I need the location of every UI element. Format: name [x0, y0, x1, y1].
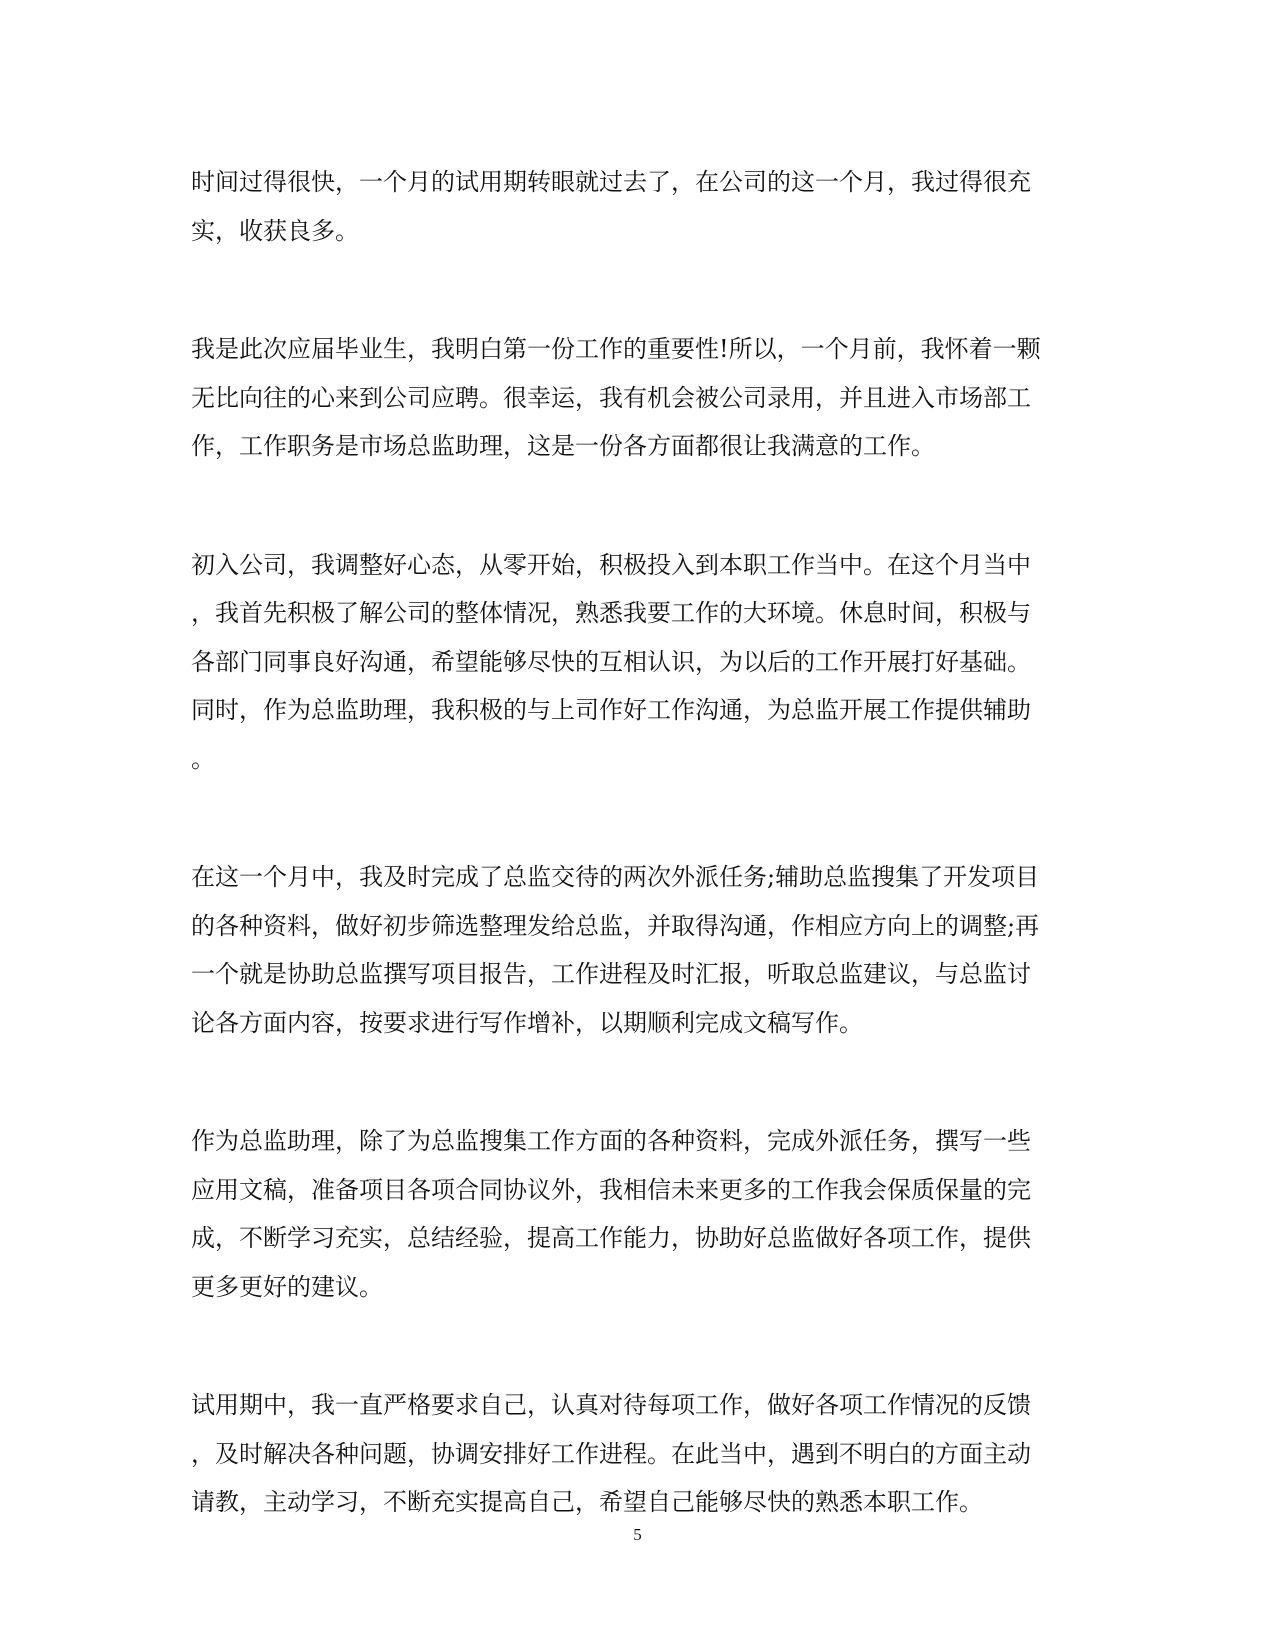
paragraph-5: [191, 1117, 1086, 1311]
text-line: 的各种资料，做好初步筛选整理发给总监，并取得沟通，作相应方向上的调整;再: [191, 911, 1040, 940]
paragraph-6: [191, 1381, 1086, 1527]
text-line: 作，工作职务是市场总监助理，这是一份各方面都很让我满意的工作。: [191, 432, 935, 460]
page-number: 5: [633, 1525, 642, 1544]
text-line: 。: [191, 744, 215, 773]
text-line: 同时，作为总监助理，我积极的与上司作好工作沟通，为总监开展工作提供辅助: [191, 696, 1031, 724]
text-line: 成，不断学习充实，总结经验，提高工作能力，协助好总监做好各项工作，提供: [191, 1224, 1031, 1252]
text-line: 时间过得很快，一个月的试用期转眼就过去了，在公司的这一个月，我过得很充: [191, 168, 1031, 196]
document-body: [191, 158, 1086, 1597]
text-line: 论各方面内容，按要求进行写作增补，以期顺利完成文稿写作。: [191, 1008, 863, 1037]
text-line: 一个就是协助总监撰写项目报告，工作进程及时汇报，听取总监建议，与总监讨: [191, 960, 1031, 988]
text-line: 各部门同事良好沟通，希望能够尽快的互相认识，为以后的工作开展打好基础。: [191, 647, 1031, 676]
text-line: ，我首先积极了解公司的整体情况，熟悉我要工作的大环境。休息时间，积极与: [191, 599, 1031, 627]
text-line: 试用期中，我一直严格要求自己，认真对待每项工作，做好各项工作情况的反馈: [191, 1391, 1031, 1419]
paragraph-3: [191, 541, 1086, 784]
paragraph-4: [191, 853, 1086, 1047]
text-line: ，及时解决各种问题，协调安排好工作进程。在此当中，遇到不明白的方面主动: [191, 1439, 1031, 1468]
text-line: 在这一个月中，我及时完成了总监交待的两次外派任务;辅助总监搜集了开发项目: [191, 863, 1040, 891]
text-line: 作为总监助理，除了为总监搜集工作方面的各种资料，完成外派任务，撰写一些: [191, 1127, 1031, 1155]
text-line: 初入公司，我调整好心态，从零开始，积极投入到本职工作当中。在这个月当中: [191, 550, 1031, 579]
text-line: 应用文稿，准备项目各项合同协议外，我相信未来更多的工作我会保质保量的完: [191, 1175, 1031, 1204]
text-line: 更多更好的建议。: [191, 1272, 383, 1301]
text-line: 我是此次应届毕业生，我明白第一份工作的重要性!所以，一个月前，我怀着一颗: [191, 335, 1041, 363]
text-line: 无比向往的心来到公司应聘。很幸运，我有机会被公司录用，并且进入市场部工: [191, 383, 1031, 412]
text-line: 请教，主动学习，不断充实提高自己，希望自己能够尽快的熟悉本职工作。: [191, 1488, 983, 1516]
text-line: 实，收获良多。: [191, 216, 359, 245]
paragraph-2: [191, 325, 1086, 471]
paragraph-1: [191, 158, 1086, 255]
